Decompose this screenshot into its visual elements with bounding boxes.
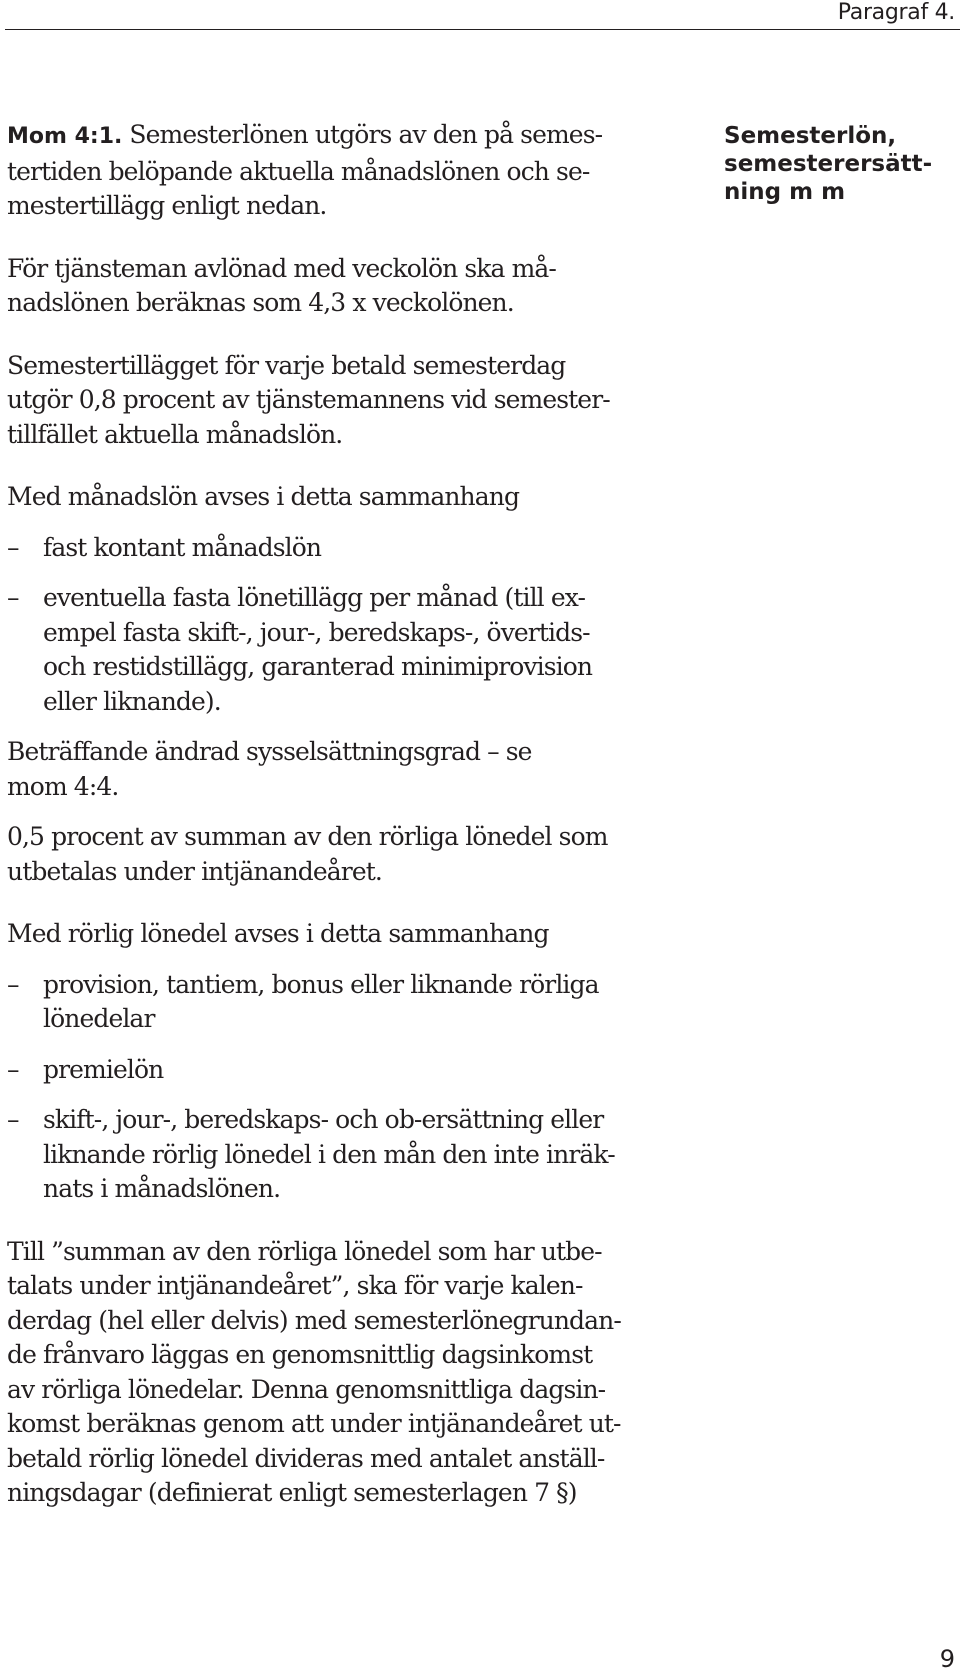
list-item bbox=[7, 968, 707, 1037]
mom-label: Mom 4:1. bbox=[7, 124, 123, 149]
text-line: empel fasta skift-, jour-, beredskaps-, övertids- bbox=[43, 617, 590, 647]
text-line: nats i månadslönen. bbox=[43, 1174, 281, 1203]
text-line: eventuella fasta lönetillägg per månad (till ex- bbox=[43, 583, 586, 612]
text-line: För tjänsteman avlönad med veckolön ska må- bbox=[7, 253, 556, 283]
list-item bbox=[7, 1053, 707, 1088]
mom-first-text: Semesterlönen utgörs av den på semes- bbox=[129, 120, 603, 149]
text-line: utgör 0,8 procent av tjänstemannens vid semester- bbox=[7, 385, 610, 414]
text-line: skift-, jour-, beredskaps- och ob-ersättning eller bbox=[43, 1105, 604, 1134]
holiday-supplement-paragraph bbox=[7, 349, 707, 453]
text-line: tertiden belöpande aktuella månadslönen och se- bbox=[7, 156, 590, 186]
final-paragraph bbox=[7, 1235, 707, 1511]
mom-paragraph bbox=[7, 118, 707, 224]
text-line: fast kontant månadslön bbox=[43, 532, 322, 562]
text-line: 0,5 procent av summan av den rörliga lönedel som bbox=[7, 822, 608, 851]
text-line: utbetalas under intjänandeåret. bbox=[7, 856, 382, 886]
header-rule bbox=[5, 29, 960, 30]
text-line: mom 4:4. bbox=[7, 771, 119, 801]
side-heading-line: semesterersätt- bbox=[724, 151, 933, 177]
side-heading bbox=[724, 122, 960, 206]
side-heading-line: ning m m bbox=[724, 179, 846, 205]
text-line: Till ”summan av den rörliga lönedel som har utbe- bbox=[7, 1236, 602, 1266]
text-line: talats under intjänandeåret”, ska för varje kalen- bbox=[7, 1271, 583, 1300]
text-line: Semestertillägget för varje betald semesterdag bbox=[7, 350, 566, 380]
text-line: mestertillägg enligt nedan. bbox=[7, 191, 327, 220]
side-heading-line: Semesterlön, bbox=[724, 123, 897, 149]
list-item bbox=[7, 531, 707, 566]
text-line: nadslönen beräknas som 4,3 x veckolönen. bbox=[7, 288, 514, 317]
main-text bbox=[7, 118, 707, 1511]
text-line: de frånvaro läggas en genomsnittlig dagsinkomst bbox=[7, 1340, 593, 1369]
text-line: provision, tantiem, bonus eller liknande rörliga bbox=[43, 969, 599, 999]
text-line: eller liknande). bbox=[43, 686, 221, 716]
text-line: Beträffande ändrad sysselsättningsgrad – se bbox=[7, 737, 532, 766]
mom-first-line bbox=[7, 118, 707, 155]
text-line: och restidstillägg, garanterad minimiprovision bbox=[43, 652, 593, 681]
employment-rate-paragraph bbox=[7, 735, 707, 804]
text-line: betald rörlig lönedel divideras med antalet anställ- bbox=[7, 1443, 605, 1473]
text-line: ningsdagar (definierat enligt semesterlagen 7 §) bbox=[7, 1478, 577, 1507]
text-line: av rörliga lönedelar. Denna genomsnittliga dagsin- bbox=[7, 1374, 606, 1404]
list-item bbox=[7, 1103, 707, 1207]
text-line: derdag (hel eller delvis) med semesterlönegrundan- bbox=[7, 1305, 621, 1335]
running-header: Paragraf 4. bbox=[837, 0, 955, 25]
text-line: liknande rörlig lönedel i den mån den inte inräk- bbox=[43, 1139, 615, 1169]
monthly-salary-intro bbox=[7, 480, 707, 515]
text-line: premielön bbox=[43, 1054, 164, 1084]
weekly-salary-paragraph bbox=[7, 252, 707, 321]
text-line: komst beräknas genom att under intjänandeåret ut- bbox=[7, 1409, 621, 1438]
variable-pay-intro bbox=[7, 917, 707, 952]
dash-bullet: – bbox=[7, 1054, 19, 1084]
dash-bullet: – bbox=[7, 969, 19, 999]
dash-bullet: – bbox=[7, 532, 19, 562]
text-line: lönedelar bbox=[43, 1004, 155, 1033]
dash-bullet: – bbox=[7, 1105, 19, 1134]
list-item bbox=[7, 581, 707, 719]
text-line: Med rörlig lönedel avses i detta sammanhang bbox=[7, 919, 549, 948]
dash-bullet: – bbox=[7, 583, 19, 612]
variable-pay-percent-paragraph bbox=[7, 820, 707, 889]
text-line: tillfället aktuella månadslön. bbox=[7, 419, 343, 449]
page-number: 9 bbox=[939, 1645, 955, 1673]
text-line: Med månadslön avses i detta sammanhang bbox=[7, 482, 520, 511]
